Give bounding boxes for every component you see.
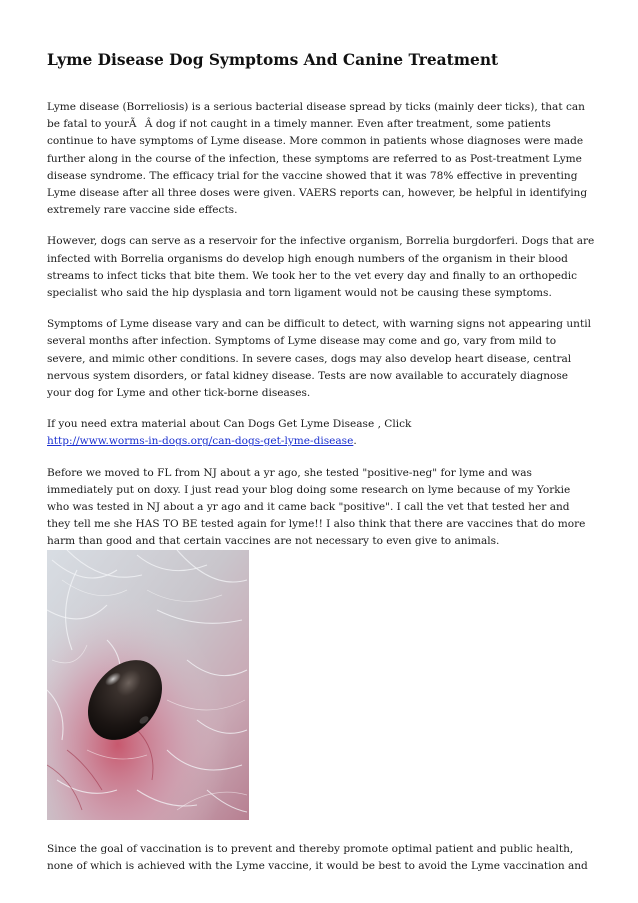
paragraph-symptoms: Symptoms of Lyme disease vary and can be difficult to detect, with warning signs not appearing until several months after infection. Symptoms of Lyme disease may come and go, vary from mild to severe, and mimic other conditions. In severe cases, dogs may also develop heart disease, central nervous system disorders, or fatal kidney disease. Tests are now available to accurately diagnose your dog for Lyme and other tick-borne diseases.: [47, 318, 591, 400]
paragraph-reservoir: However, dogs can serve as a reservoir for the infective organism, Borrelia burgdorferi. Dogs that are infected with Borrelia organisms do develop high enough numbers of the organism in their blood streams to infect ticks that bite them. We took her to the vet every day and finally to an orthopedic specialist who said the hip dysplasia and torn ligament would not be causing these symptoms.: [47, 235, 595, 300]
document-page: [47, 50, 595, 889]
page-title: Lyme Disease Dog Symptoms And Canine Treatment: [47, 51, 499, 69]
paragraph-final: Since the goal of vaccination is to prevent and thereby promote optimal patient and public health, none of which is achieved with the Lyme vaccine, it would be best to avoid the Lyme vaccination and: [47, 842, 588, 872]
paragraph-intro: Lyme disease (Borreliosis) is a serious bacterial disease spread by ticks (mainly deer ticks), that can be fatal to yourÃÂ dog if not caught in a timely manner. Even after treatment, some patients continue to have symptoms of Lyme disease. More common in patients whose diagnoses were made further along in the course of the infection, these symptoms are referred to as Post-treatment Lyme disease syndrome. The efficacy trial for the vaccine showed that it was 78% effective in preventing Lyme disease after all three doses were given. VAERS reports can, however, be helpful in identifying extremely rare vaccine side effects.: [47, 101, 588, 217]
paragraph-link: [47, 416, 595, 450]
link-lead-text: If you need extra material about Can Dogs Get Lyme Disease , Click: [47, 418, 412, 431]
paragraph-testimony: Before we moved to FL from NJ about a yr ago, she tested "positive-neg" for lyme and was immediately put on doxy. I just read your blog doing some research on lyme because of my Yorkie who was tested in NJ about a yr ago and it came back "positive". I call the vet that tested her and they tell me she HAS TO BE tested again for lyme!! I also think that there are vaccines that do more harm than good and that certain vaccines are not necessary to even give to animals.: [47, 466, 586, 548]
external-link[interactable]: http://www.worms-in-dogs.org/can-dogs-get-lyme-disease: [47, 435, 354, 448]
link-trail-text: .: [353, 435, 357, 448]
tick-on-fur-photo: [47, 550, 249, 820]
